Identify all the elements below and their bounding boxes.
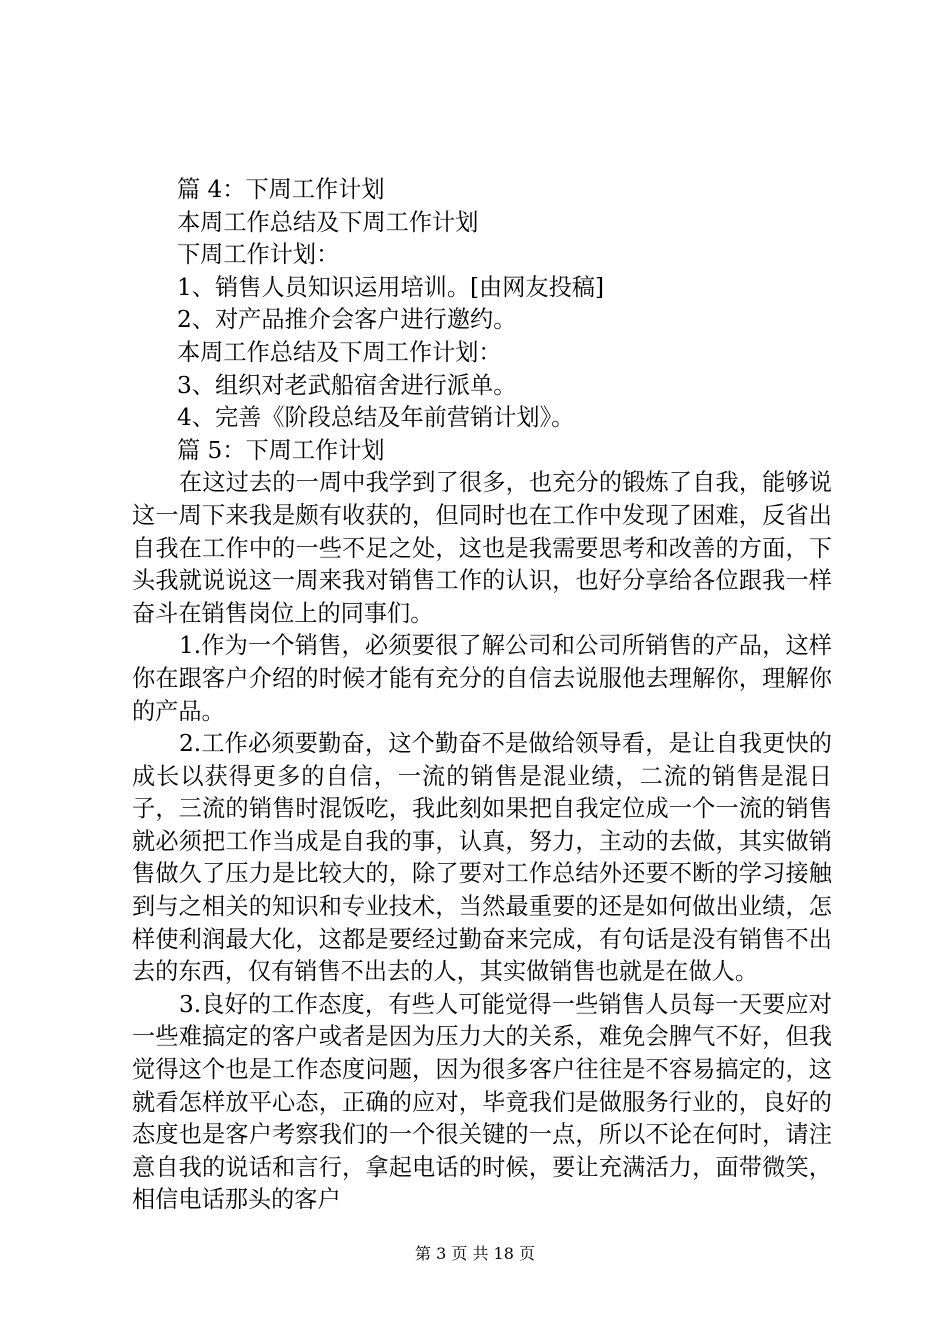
- paragraph: 在这过去的一周中我学到了很多，也充分的锻炼了自我，能够说这一周下来我是颇有收获的，但同时也在工作中发现了困难，反省出自我在工作中的一些不足之处，这也是我需要思考和改善的方面，下头我就说说这一周来我对销售工作的认识，也好分享给各位跟我一样奋斗在销售岗位上的同事们。: [132, 469, 832, 627]
- section-heading-4: 篇 4：下周工作计划: [177, 176, 385, 203]
- paragraph: 1.作为一个销售，必须要很了解公司和公司所销售的产品，这样你在跟客户介绍的时候才能有充分的自信去说服他去理解你，理解你的产品。: [132, 632, 832, 725]
- paragraph: 3.良好的工作态度，有些人可能觉得一些销售人员每一天要应对一些难搞定的客户或者是因为压力大的关系，难免会脾气不好，但我觉得这个也是工作态度问题，因为很多客户往往是不容易搞定的，这就看怎样放平心态，正确的应对，毕竟我们是做服务行业的，良好的态度也是客户考察我们的一个很关键的一点，所以不论在何时，请注意自我的说话和言行，拿起电话的时候，要让充满活力，面带微笑，相信电话那头的客户: [132, 990, 832, 1214]
- list-item: 4、完善《阶段总结及年前营销计划》。: [177, 404, 575, 432]
- list-item: 1、销售人员知识运用培训。[由网友投稿]: [177, 273, 605, 301]
- page-number-footer: 第 3 页 共 18 页: [415, 1244, 535, 1263]
- section-heading-5: 篇 5：下周工作计划: [177, 436, 385, 464]
- text-line: 本周工作总结及下周工作计划：: [177, 338, 502, 366]
- document-body: [132, 174, 832, 1217]
- list-item: 2、对产品推介会客户进行邀约。: [177, 306, 517, 334]
- paragraph: 2.工作必须要勤奋，这个勤奋不是做给领导看，是让自我更快的成长以获得更多的自信，一流的销售是混业绩，二流的销售是混日子，三流的销售时混饭吃，我此刻如果把自我定位成一个一流的销售就必须把工作当成是自我的事，认真，努力，主动的去做，其实做销售做久了压力是比较大的，除了要对工作总结外还要不断的学习接触到与之相关的知识和专业技术，当然最重要的还是如何做出业绩，怎样使利润最大化，这都是要经过勤奋来完成，有句话是没有销售不出去的东西，仅有销售不出去的人，其实做销售也就是在做人。: [132, 730, 832, 986]
- text-line: 本周工作总结及下周工作计划: [177, 208, 479, 236]
- text-line: 下周工作计划：: [177, 241, 340, 269]
- list-item: 3、组织对老武船宿舍进行派单。: [177, 371, 517, 399]
